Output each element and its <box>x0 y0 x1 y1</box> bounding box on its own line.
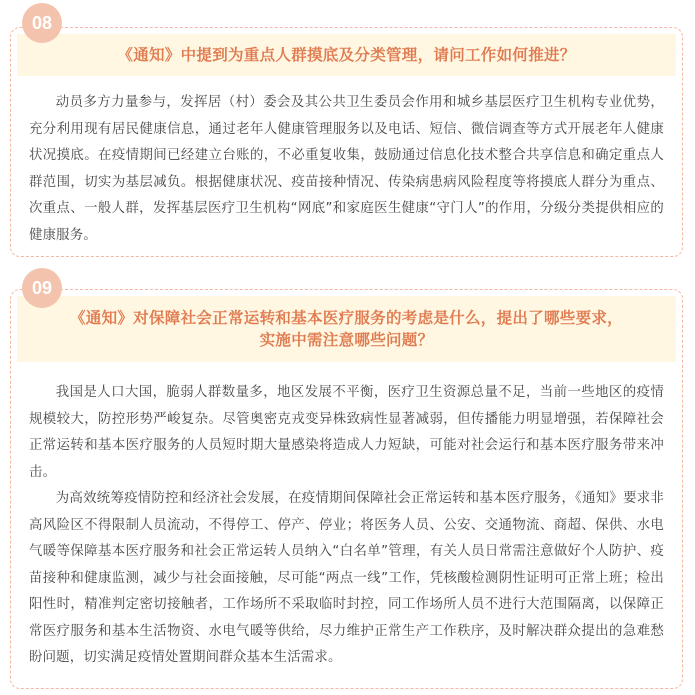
section-number-badge: 09 <box>22 268 62 308</box>
question-heading <box>17 296 676 362</box>
section-number-badge: 08 <box>22 3 62 43</box>
answer-text <box>29 380 664 672</box>
answer-text <box>29 90 664 249</box>
question-line: 实施中需注意哪些问题？ <box>259 331 434 349</box>
answer-paragraph: 动员多方力量参与，发挥居（村）委会及其公共卫生委员会作用和城乡基层医疗卫生机构专业优势，充分利用现有居民健康信息，通过老年人健康管理服务以及电话、短信、微信调查等方式开展老年人健康状况摸底。在疫情期间已经建立台账的，不必重复收集，鼓励通过信息化技术整合共享信息和确定重点人群范围，切实为基层减负。根据健康状况、疫苗接种情况、传染病患病风险程度等将摸底人群分为重点、次重点、一般人群，发挥基层医疗卫生机构“网底”和家庭医生健康“守门人”的作用，分级分类提供相应的健康服务。 <box>29 95 664 243</box>
qa-card-09 <box>10 289 683 689</box>
question-line: 《通知》对保障社会正常运转和基本医疗服务的考虑是什么，提出了哪些要求， <box>69 309 623 327</box>
answer-paragraph: 我国是人口大国，脆弱人群数量多，地区发展不平衡，医疗卫生资源总量不足，当前一些地区的疫情规模较大，防控形势严峻复杂。尽管奥密克戎变异株致病性显著减弱，但传播能力明显增强，若保障社会正常运转和基本医疗服务的人员短时期大量感染将造成人力短缺，可能对社会运行和基本医疗服务带来冲击。 <box>29 385 664 480</box>
answer-paragraph: 为高效统筹疫情防控和经济社会发展，在疫情期间保障社会正常运转和基本医疗服务，《通知》要求非高风险区不得限制人员流动，不得停工、停产、停业；将医务人员、公安、交通物流、商超、保供、水电气暖等保障基本医疗服务和社会正常运转人员纳入“白名单”管理，有关人员日常需注意做好个人防护、疫苗接种和健康监测，减少与社会面接触，尽可能“两点一线”工作，凭核酸检测阴性证明可正常上班；检出阳性时，精准判定密切接触者，工作场所不采取临时封控，同工作场所人员不进行大范围隔离，以保障正常医疗服务和基本生活物资、水电气暖等供给，尽力维护正常生产工作秩序，及时解决群众提出的急难愁盼问题，切实满足疫情处置期间群众基本生活需求。 <box>29 491 664 665</box>
question-heading: 《通知》中提到为重点人群摸底及分类管理，请问工作如何推进？ <box>17 34 676 76</box>
qa-card-08 <box>10 27 683 257</box>
